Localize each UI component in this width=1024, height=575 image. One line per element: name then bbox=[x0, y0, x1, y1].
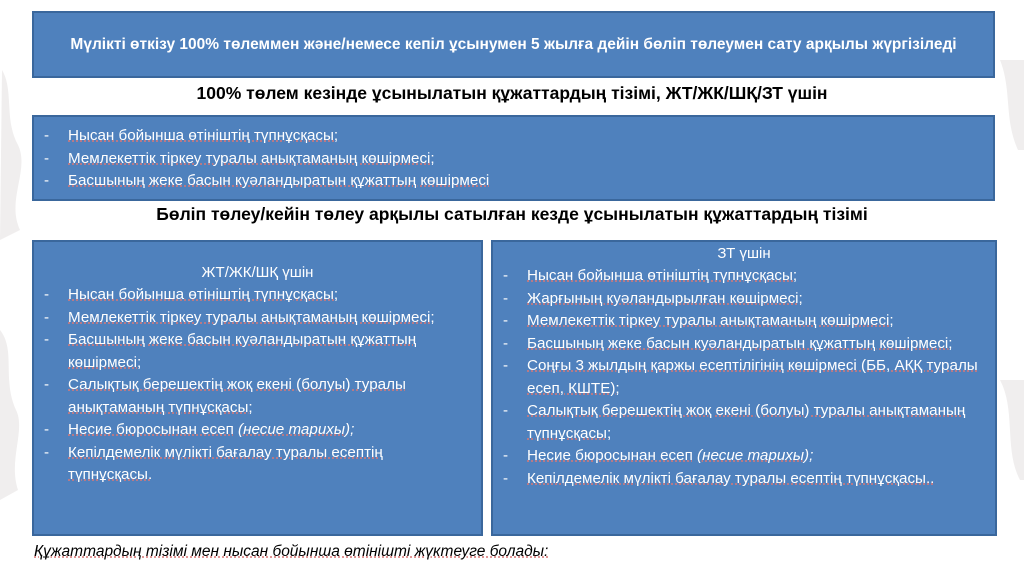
list-item: - Салықтық берешектің жоқ екені (болуы) туралы анықтаманың түпнұсқасы; bbox=[503, 400, 985, 445]
list-item: - Несие бюросынан есеп (несие тарихы); bbox=[503, 445, 985, 468]
list-item: - Мемлекеттік тіркеу туралы анықтаманың көшірмесі; bbox=[44, 148, 983, 171]
main-title: Мүлікті өткізу 100% төлеммен және/немесе кепіл ұсынумен 5 жылға дейін бөліп төлеумен сату арқылы жүргізіледі bbox=[70, 36, 957, 53]
list-item: - Соңғы 3 жылдың қаржы есептілігінің көшірмесі (ББ, АҚҚ туралы есеп, КШТЕ); bbox=[503, 355, 985, 400]
list-item: - Нысан бойынша өтініштің түпнұсқасы; bbox=[44, 125, 983, 148]
list-item: - Басшының жеке басын куәландыратын құжаттың көшірмесі bbox=[44, 170, 983, 193]
list-item: - Нысан бойынша өтініштің түпнұсқасы; bbox=[503, 265, 985, 288]
list-item: - Нысан бойынша өтініштің түпнұсқасы; bbox=[44, 284, 471, 307]
individuals-title: ЖТ/ЖК/ШҚ үшін bbox=[201, 264, 314, 281]
heading-full-payment: 100% төлем кезінде ұсынылатын құжаттардың тізімі, ЖТ/ЖК/ШҚ/ЗТ үшін bbox=[196, 83, 828, 103]
list-item: - Кепілдемелік мүлікті бағалау туралы есептің түпнұсқасы.. bbox=[503, 468, 985, 491]
list-item: - Мемлекеттік тіркеу туралы анықтаманың көшірмесі; bbox=[44, 307, 471, 330]
full-payment-list-box bbox=[32, 115, 995, 201]
legal-entities-title: ЗТ үшін bbox=[717, 245, 771, 262]
individuals-list-box bbox=[32, 240, 483, 536]
list-item: - Басшының жеке басын куәландыратын құжаттың көшірмесі; bbox=[503, 333, 985, 356]
list-item: - Салықтық берешектің жоқ екені (болуы) туралы анықтаманың түпнұсқасы; bbox=[44, 374, 471, 419]
list-item: - Кепілдемелік мүлікті бағалау туралы есептің түпнұсқасы. bbox=[44, 442, 471, 487]
heading-installment: Бөліп төлеу/кейін төлеу арқылы сатылған кезде ұсынылатын құжаттардың тізімі bbox=[156, 204, 868, 224]
list-item: - Несие бюросынан есеп (несие тарихы); bbox=[44, 419, 471, 442]
title-box bbox=[32, 11, 995, 78]
list-item: - Жарғының куәландырылған көшірмесі; bbox=[503, 288, 985, 311]
list-item: - Мемлекеттік тіркеу туралы анықтаманың көшірмесі; bbox=[503, 310, 985, 333]
list-item: - Басшының жеке басын куәландыратын құжаттың көшірмесі; bbox=[44, 329, 471, 374]
download-note[interactable]: Құжаттардың тізімі мен нысан бойынша өтінішті жүктеуге болады: bbox=[34, 543, 549, 560]
legal-entities-list-box bbox=[491, 240, 997, 536]
